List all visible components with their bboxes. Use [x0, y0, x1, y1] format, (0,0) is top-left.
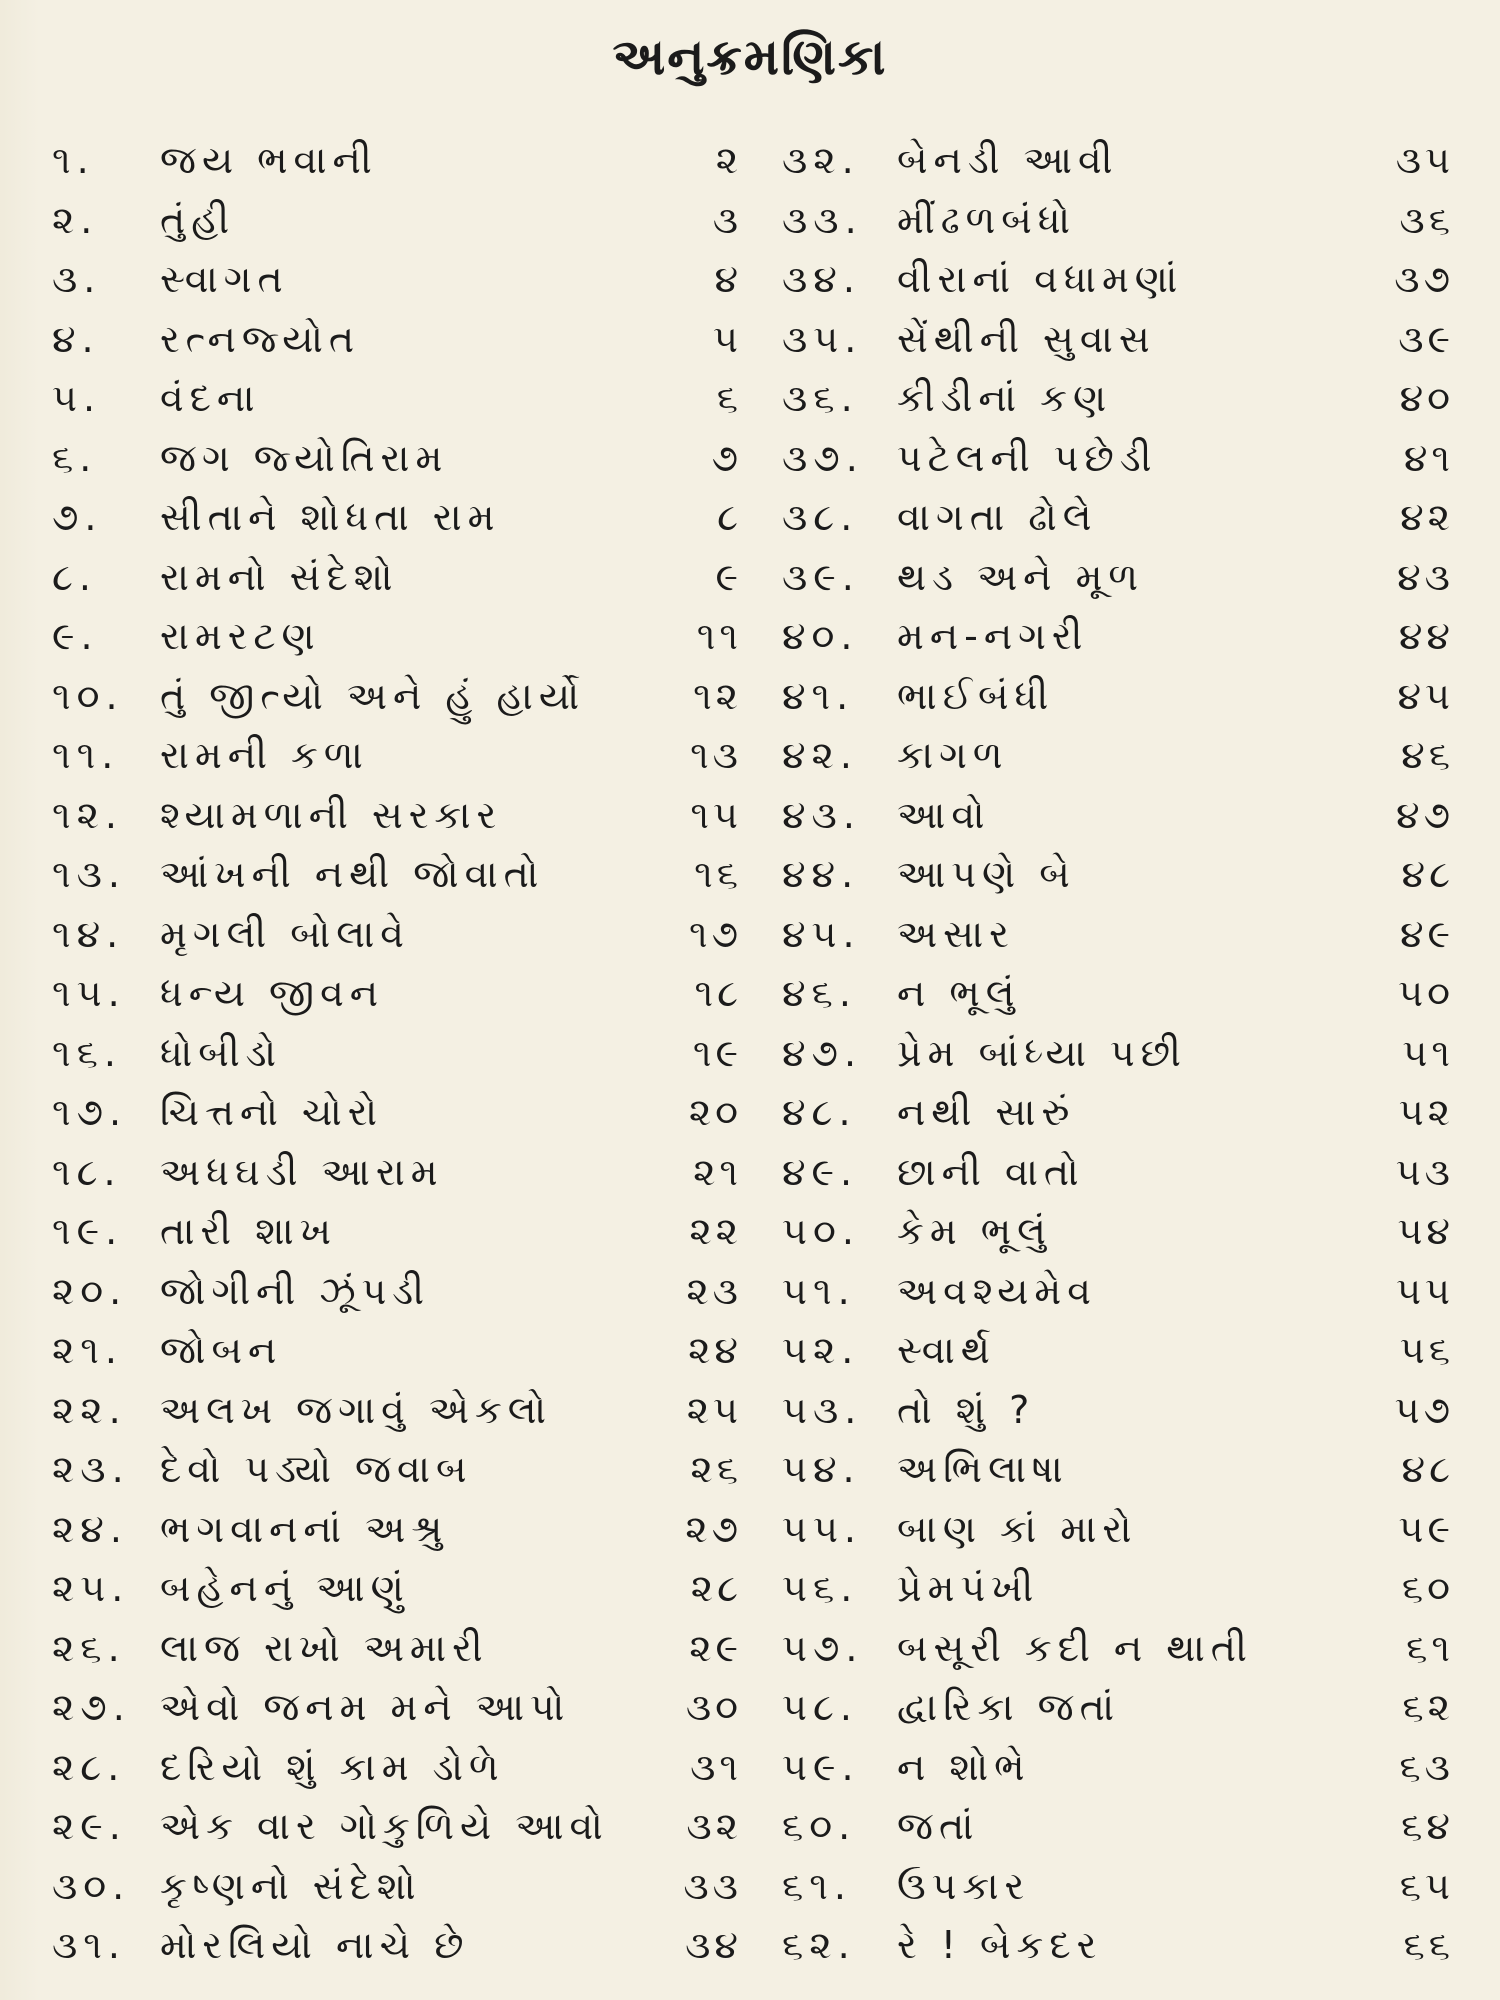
entry-number: ૧૧.	[52, 733, 120, 777]
entry-title: પ્રેમપંખી	[897, 1566, 1040, 1610]
toc-entry	[52, 191, 742, 251]
entry-number: ૫૧.	[782, 1268, 856, 1313]
entry-title: મીંઢળબંધો	[897, 197, 1077, 242]
entry-title: દરિયો શું કામ ડોળે	[160, 1744, 505, 1789]
entry-title: એક વાર ગોકુળિયે આવો	[160, 1804, 609, 1848]
entry-page-number: ૩૩	[683, 1863, 742, 1908]
entry-number: ૫૨.	[782, 1328, 860, 1372]
entry-title: રે ! બેકદર	[897, 1923, 1103, 1967]
entry-number: ૮.	[52, 554, 97, 599]
entry-page-number: ૩૦	[685, 1685, 742, 1729]
toc-entry	[782, 310, 1454, 370]
entry-page-number: ૪૨	[1400, 495, 1454, 539]
entry-title: દ્વારિકા જતાં	[897, 1685, 1121, 1729]
entry-title: આવો	[897, 792, 991, 837]
entry-number: ૨૮.	[52, 1744, 126, 1789]
entry-number: ૩૧.	[52, 1923, 127, 1967]
entry-number: ૧૬.	[52, 1030, 122, 1075]
entry-page-number: ૧૯	[692, 1030, 742, 1075]
entry-number: ૫૭.	[782, 1625, 864, 1670]
entry-page-number: ૫૩	[1395, 1149, 1454, 1194]
entry-page-number: ૬૧	[1406, 1625, 1454, 1670]
entry-number: ૪૦.	[782, 614, 859, 658]
entry-number: ૫૫.	[782, 1506, 863, 1551]
entry-number: ૫૩.	[782, 1387, 863, 1432]
entry-number: ૩૮.	[782, 495, 859, 539]
entry-number: ૧૫.	[52, 971, 126, 1015]
entry-page-number: ૪૬	[1401, 733, 1454, 777]
toc-entry	[52, 1500, 742, 1560]
entry-page-number: ૬૬	[1403, 1923, 1454, 1967]
entry-number: ૪૭.	[782, 1030, 863, 1075]
entry-title: પ્રેમ બાંધ્યા પછી	[897, 1030, 1187, 1075]
toc-entry	[782, 1619, 1454, 1679]
entry-number: ૬૨.	[782, 1923, 856, 1967]
entry-page-number: ૨૮	[690, 1566, 742, 1610]
toc-entry	[52, 1024, 742, 1084]
toc-entry	[52, 250, 742, 310]
toc-entry	[782, 548, 1454, 608]
toc-entry	[782, 429, 1454, 489]
toc-entry	[52, 1143, 742, 1203]
entry-page-number: ૨૩	[686, 1268, 742, 1313]
entry-page-number: ૪૦	[1399, 376, 1454, 420]
toc-entry	[52, 786, 742, 846]
entry-number: ૨૬.	[52, 1625, 126, 1670]
toc-entry	[782, 1024, 1454, 1084]
entry-page-number: ૬૨	[1402, 1685, 1454, 1729]
entry-number: ૧૭.	[52, 1090, 128, 1134]
toc-entry	[782, 1559, 1454, 1619]
entry-number: ૧૯.	[52, 1209, 124, 1253]
toc-column-left	[52, 131, 742, 1976]
entry-title: બસૂરી કદી ન થાતી	[897, 1625, 1253, 1670]
entry-title: સીતાને શોધતા રામ	[160, 495, 501, 539]
toc-entry	[782, 1500, 1454, 1560]
entry-page-number: ૫૭	[1394, 1387, 1454, 1432]
toc-entry	[52, 905, 742, 965]
entry-title: ઉપકાર	[897, 1863, 1031, 1908]
entry-page-number: ૧૫	[690, 792, 742, 837]
entry-number: ૧૦.	[52, 673, 124, 718]
entry-page-number: ૧૧	[696, 614, 742, 658]
entry-page-number: ૩૨	[686, 1804, 742, 1848]
entry-page-number: ૨૯	[689, 1625, 742, 1670]
entry-number: ૪૫.	[782, 911, 861, 956]
entry-number: ૩૯.	[782, 554, 860, 599]
entry-title: રામનો સંદેશો	[160, 554, 399, 599]
toc-entry	[782, 1202, 1454, 1262]
entry-title: કૃષ્ણનો સંદેશો	[160, 1863, 422, 1908]
entry-title: બેનડી આવી	[897, 138, 1119, 182]
entry-title: ધન્ય જીવન	[160, 971, 385, 1015]
entry-number: ૪૨.	[782, 733, 858, 777]
toc-entry	[782, 488, 1454, 548]
entry-title: ન ભૂલું	[897, 971, 1021, 1015]
toc-entry	[782, 250, 1454, 310]
entry-title: વાગતા ઢોલે	[897, 495, 1098, 539]
toc-entry	[52, 1083, 742, 1143]
toc-entry	[52, 667, 742, 727]
entry-title: જોગીની ઝૂંપડી	[160, 1268, 430, 1313]
entry-title: ભાઈબંધી	[897, 673, 1055, 718]
entry-page-number: ૫૧	[1402, 1030, 1454, 1075]
entry-page-number: ૪૮	[1401, 852, 1454, 896]
toc-entry	[782, 131, 1454, 191]
entry-number: ૧.	[52, 138, 95, 182]
toc-entry	[52, 429, 742, 489]
entry-number: ૪૧.	[782, 673, 855, 718]
entry-number: ૨૫.	[52, 1566, 130, 1610]
toc-entry	[782, 369, 1454, 429]
toc-entry	[52, 1678, 742, 1738]
toc-entry	[52, 1738, 742, 1798]
entry-title: રત્નજ્યોત	[160, 316, 361, 361]
toc-entry	[52, 964, 742, 1024]
toc-entry	[52, 1559, 742, 1619]
entry-page-number: ૩૧	[690, 1744, 742, 1789]
entry-title: વીરાનાં વધામણાં	[897, 257, 1184, 301]
entry-number: ૯.	[52, 614, 99, 658]
toc-entry	[52, 1797, 742, 1857]
entry-number: ૩૪.	[782, 257, 861, 301]
entry-number: ૬.	[52, 435, 98, 480]
toc-entry	[782, 1321, 1454, 1381]
entry-title: સેંથીની સુવાસ	[897, 316, 1156, 361]
toc-entry	[782, 964, 1454, 1024]
entry-page-number: ૬૩	[1399, 1744, 1454, 1789]
entry-page-number: ૩૬	[1399, 197, 1454, 242]
entry-title: લાજ રાખો અમારી	[160, 1625, 489, 1670]
toc-entry	[52, 607, 742, 667]
entry-title: નથી સારું	[897, 1090, 1076, 1134]
entry-number: ૩૨.	[782, 138, 860, 182]
toc-entry	[782, 1262, 1454, 1322]
toc-entry	[52, 1321, 742, 1381]
entry-page-number: ૨૬	[690, 1447, 742, 1491]
toc-entry	[782, 905, 1454, 965]
entry-title: તારી શાખ	[160, 1209, 337, 1253]
toc-entry	[782, 667, 1454, 727]
entry-title: બહેનનું આણું	[160, 1566, 410, 1610]
entry-page-number: ૪	[714, 257, 742, 301]
entry-number: ૪૩.	[782, 792, 861, 837]
toc-entry	[52, 131, 742, 191]
toc-entry	[782, 1440, 1454, 1500]
entry-page-number: ૫૪	[1397, 1209, 1454, 1253]
toc-entry	[782, 1797, 1454, 1857]
toc-entry	[782, 845, 1454, 905]
entry-title: ન શોભે	[897, 1744, 1031, 1789]
entry-page-number: ૬	[716, 376, 742, 420]
entry-title: જય ભવાની	[160, 138, 378, 182]
entry-title: જોબન	[160, 1328, 283, 1372]
toc-entry	[52, 548, 742, 608]
entry-page-number: ૧૨	[693, 673, 742, 718]
entry-number: ૫.	[52, 376, 102, 420]
entry-page-number: ૪૪	[1398, 614, 1454, 658]
toc-entry	[782, 1738, 1454, 1798]
entry-title: મન-નગરી	[897, 614, 1089, 658]
entry-page-number: ૫	[713, 316, 742, 361]
entry-number: ૧૪.	[52, 911, 125, 956]
entry-number: ૩૬.	[782, 376, 859, 420]
entry-number: ૬૧.	[782, 1863, 852, 1908]
entry-title: શ્યામળાની સરકાર	[160, 792, 503, 837]
entry-title: કાગળ	[897, 733, 1009, 777]
entry-page-number: ૩૪	[685, 1923, 742, 1967]
entry-page-number: ૬૦	[1401, 1566, 1454, 1610]
toc-entry	[782, 786, 1454, 846]
toc-entry	[52, 1857, 742, 1917]
entry-number: ૩૫.	[782, 316, 863, 361]
entry-title: જતાં	[897, 1804, 980, 1848]
entry-page-number: ૪૧	[1403, 435, 1454, 480]
toc-entry	[782, 1857, 1454, 1917]
toc-entry	[782, 1678, 1454, 1738]
toc-entry	[52, 1916, 742, 1976]
entry-page-number: ૨૭	[685, 1506, 742, 1551]
entry-page-number: ૫૦	[1398, 971, 1454, 1015]
entry-title: સ્વાગત	[160, 257, 289, 301]
entry-page-number: ૧૩	[690, 733, 742, 777]
entry-title: અભિલાષા	[897, 1447, 1069, 1491]
entry-number: ૫૮.	[782, 1685, 858, 1729]
toc-entry	[782, 1083, 1454, 1143]
toc-entry	[52, 310, 742, 370]
entry-title: થડ અને મૂળ	[897, 554, 1145, 599]
toc-entry	[52, 845, 742, 905]
entry-page-number: ૫૯	[1398, 1506, 1454, 1551]
entry-title: આંખની નથી જોવાતો	[160, 852, 545, 896]
entry-page-number: ૪૭	[1396, 792, 1454, 837]
entry-title: મૃગલી બોલાવે	[160, 911, 410, 956]
entry-number: ૩૩.	[782, 197, 863, 242]
entry-page-number: ૨૦	[688, 1090, 742, 1134]
entry-page-number: ૪૫	[1397, 673, 1454, 718]
toc-entry	[782, 1143, 1454, 1203]
entry-number: ૨૨.	[52, 1387, 127, 1432]
entry-page-number: ૫૨	[1398, 1090, 1454, 1134]
entry-title: છાની વાતો	[897, 1149, 1085, 1194]
toc-entry	[782, 191, 1454, 251]
entry-number: ૨૭.	[52, 1685, 131, 1729]
entry-title: તું જીત્યો અને હું હાર્યો	[160, 673, 586, 718]
entry-page-number: ૬૫	[1399, 1863, 1454, 1908]
entry-title: સ્વાર્થ	[897, 1328, 996, 1372]
entry-number: ૨૩.	[52, 1447, 130, 1491]
entry-title: તો શું ?	[897, 1387, 1036, 1432]
entry-title: બાણ કાં મારો	[897, 1506, 1138, 1551]
entry-title: કેમ ભૂલું	[897, 1209, 1052, 1253]
entry-title: આપણે બે	[897, 852, 1076, 896]
entry-number: ૧૩.	[52, 852, 127, 896]
toc-entry	[52, 1381, 742, 1441]
entry-title: કીડીનાં કણ	[897, 376, 1113, 420]
entry-title: રામરટણ	[160, 614, 321, 658]
entry-number: ૫૦.	[782, 1209, 860, 1253]
entry-page-number: ૨	[715, 138, 742, 182]
entry-title: અવશ્યમેવ	[897, 1268, 1097, 1313]
toc-entry	[782, 726, 1454, 786]
entry-title: અધઘડી આરામ	[160, 1149, 444, 1194]
toc-entry	[52, 1619, 742, 1679]
entry-number: ૨.	[52, 197, 99, 242]
entry-page-number: ૧૮	[694, 971, 742, 1015]
entry-title: ધોબીડો	[160, 1030, 283, 1075]
entry-page-number: ૨૪	[688, 1328, 742, 1372]
entry-page-number: ૧૬	[694, 852, 742, 896]
entry-title: ચિત્તનો ચોરો	[160, 1090, 383, 1134]
toc-column-right	[782, 131, 1454, 1976]
toc-entry	[52, 369, 742, 429]
entry-number: ૨૧.	[52, 1328, 124, 1372]
entry-title: દેવો પડ્યો જવાબ	[160, 1447, 473, 1491]
entry-number: ૪૬.	[782, 971, 857, 1015]
toc-entry	[52, 1440, 742, 1500]
toc-entry	[782, 607, 1454, 667]
entry-title: અસાર	[897, 911, 1015, 956]
entry-number: ૧૮.	[52, 1149, 122, 1194]
entry-title: તુંહી	[160, 197, 236, 242]
entry-number: ૭.	[52, 495, 103, 539]
entry-page-number: ૧૭	[688, 911, 742, 956]
entry-page-number: ૬૪	[1401, 1804, 1454, 1848]
entry-title: મોરલિયો નાચે છે	[160, 1923, 470, 1967]
entry-page-number: ૨૨	[689, 1209, 742, 1253]
entry-number: ૫૪.	[782, 1447, 861, 1491]
entry-page-number: ૫૫	[1396, 1268, 1454, 1313]
entry-title: વંદના	[160, 376, 261, 420]
entry-page-number: ૪૩	[1397, 554, 1454, 599]
entry-number: ૬૦.	[782, 1804, 857, 1848]
entry-title: અલખ જગાવું એકલો	[160, 1387, 553, 1432]
entry-page-number: ૪૮	[1401, 1447, 1454, 1491]
entry-title: રામની કળા	[160, 733, 369, 777]
entry-title: એવો જનમ મને આપો	[160, 1685, 571, 1729]
entry-number: ૪.	[52, 316, 100, 361]
entry-number: ૨૯.	[52, 1804, 127, 1848]
toc-entry	[782, 1381, 1454, 1441]
entry-number: ૪૮.	[782, 1090, 857, 1134]
entry-number: ૩૭.	[782, 435, 864, 480]
toc-entry	[52, 1262, 742, 1322]
entry-page-number: ૩૫	[1395, 138, 1454, 182]
entry-page-number: ૩૭	[1394, 257, 1454, 301]
entry-number: ૪૪.	[782, 852, 860, 896]
entry-title: પટેલની પછેડી	[897, 435, 1158, 480]
entry-page-number: ૯	[715, 554, 742, 599]
entry-page-number: ૨૧	[693, 1149, 742, 1194]
entry-page-number: ૫૬	[1399, 1328, 1454, 1372]
entry-number: ૧૨.	[52, 792, 124, 837]
entry-number: ૨૦.	[52, 1268, 128, 1313]
entry-page-number: ૭	[711, 435, 742, 480]
entry-page-number: ૮	[717, 495, 742, 539]
entry-number: ૪૯.	[782, 1149, 859, 1194]
toc-entry	[52, 1202, 742, 1262]
entry-page-number: ૩	[712, 197, 742, 242]
toc-entry	[52, 488, 742, 548]
page-title: અનુક્રમણિકા	[612, 28, 888, 86]
entry-title: ભગવાનનાં અશ્રુ	[160, 1506, 449, 1551]
entry-page-number: ૪૯	[1399, 911, 1454, 956]
toc-entry	[52, 726, 742, 786]
entry-title: જગ જ્યોતિરામ	[160, 435, 449, 480]
entry-number: ૨૪.	[52, 1506, 128, 1551]
entry-number: ૩૦.	[52, 1863, 131, 1908]
entry-page-number: ૩૯	[1398, 316, 1454, 361]
entry-number: ૫૬.	[782, 1566, 859, 1610]
entry-number: ૩.	[52, 257, 102, 301]
entry-number: ૫૯.	[782, 1744, 860, 1789]
toc-entry	[782, 1916, 1454, 1976]
entry-page-number: ૨૫	[686, 1387, 742, 1432]
